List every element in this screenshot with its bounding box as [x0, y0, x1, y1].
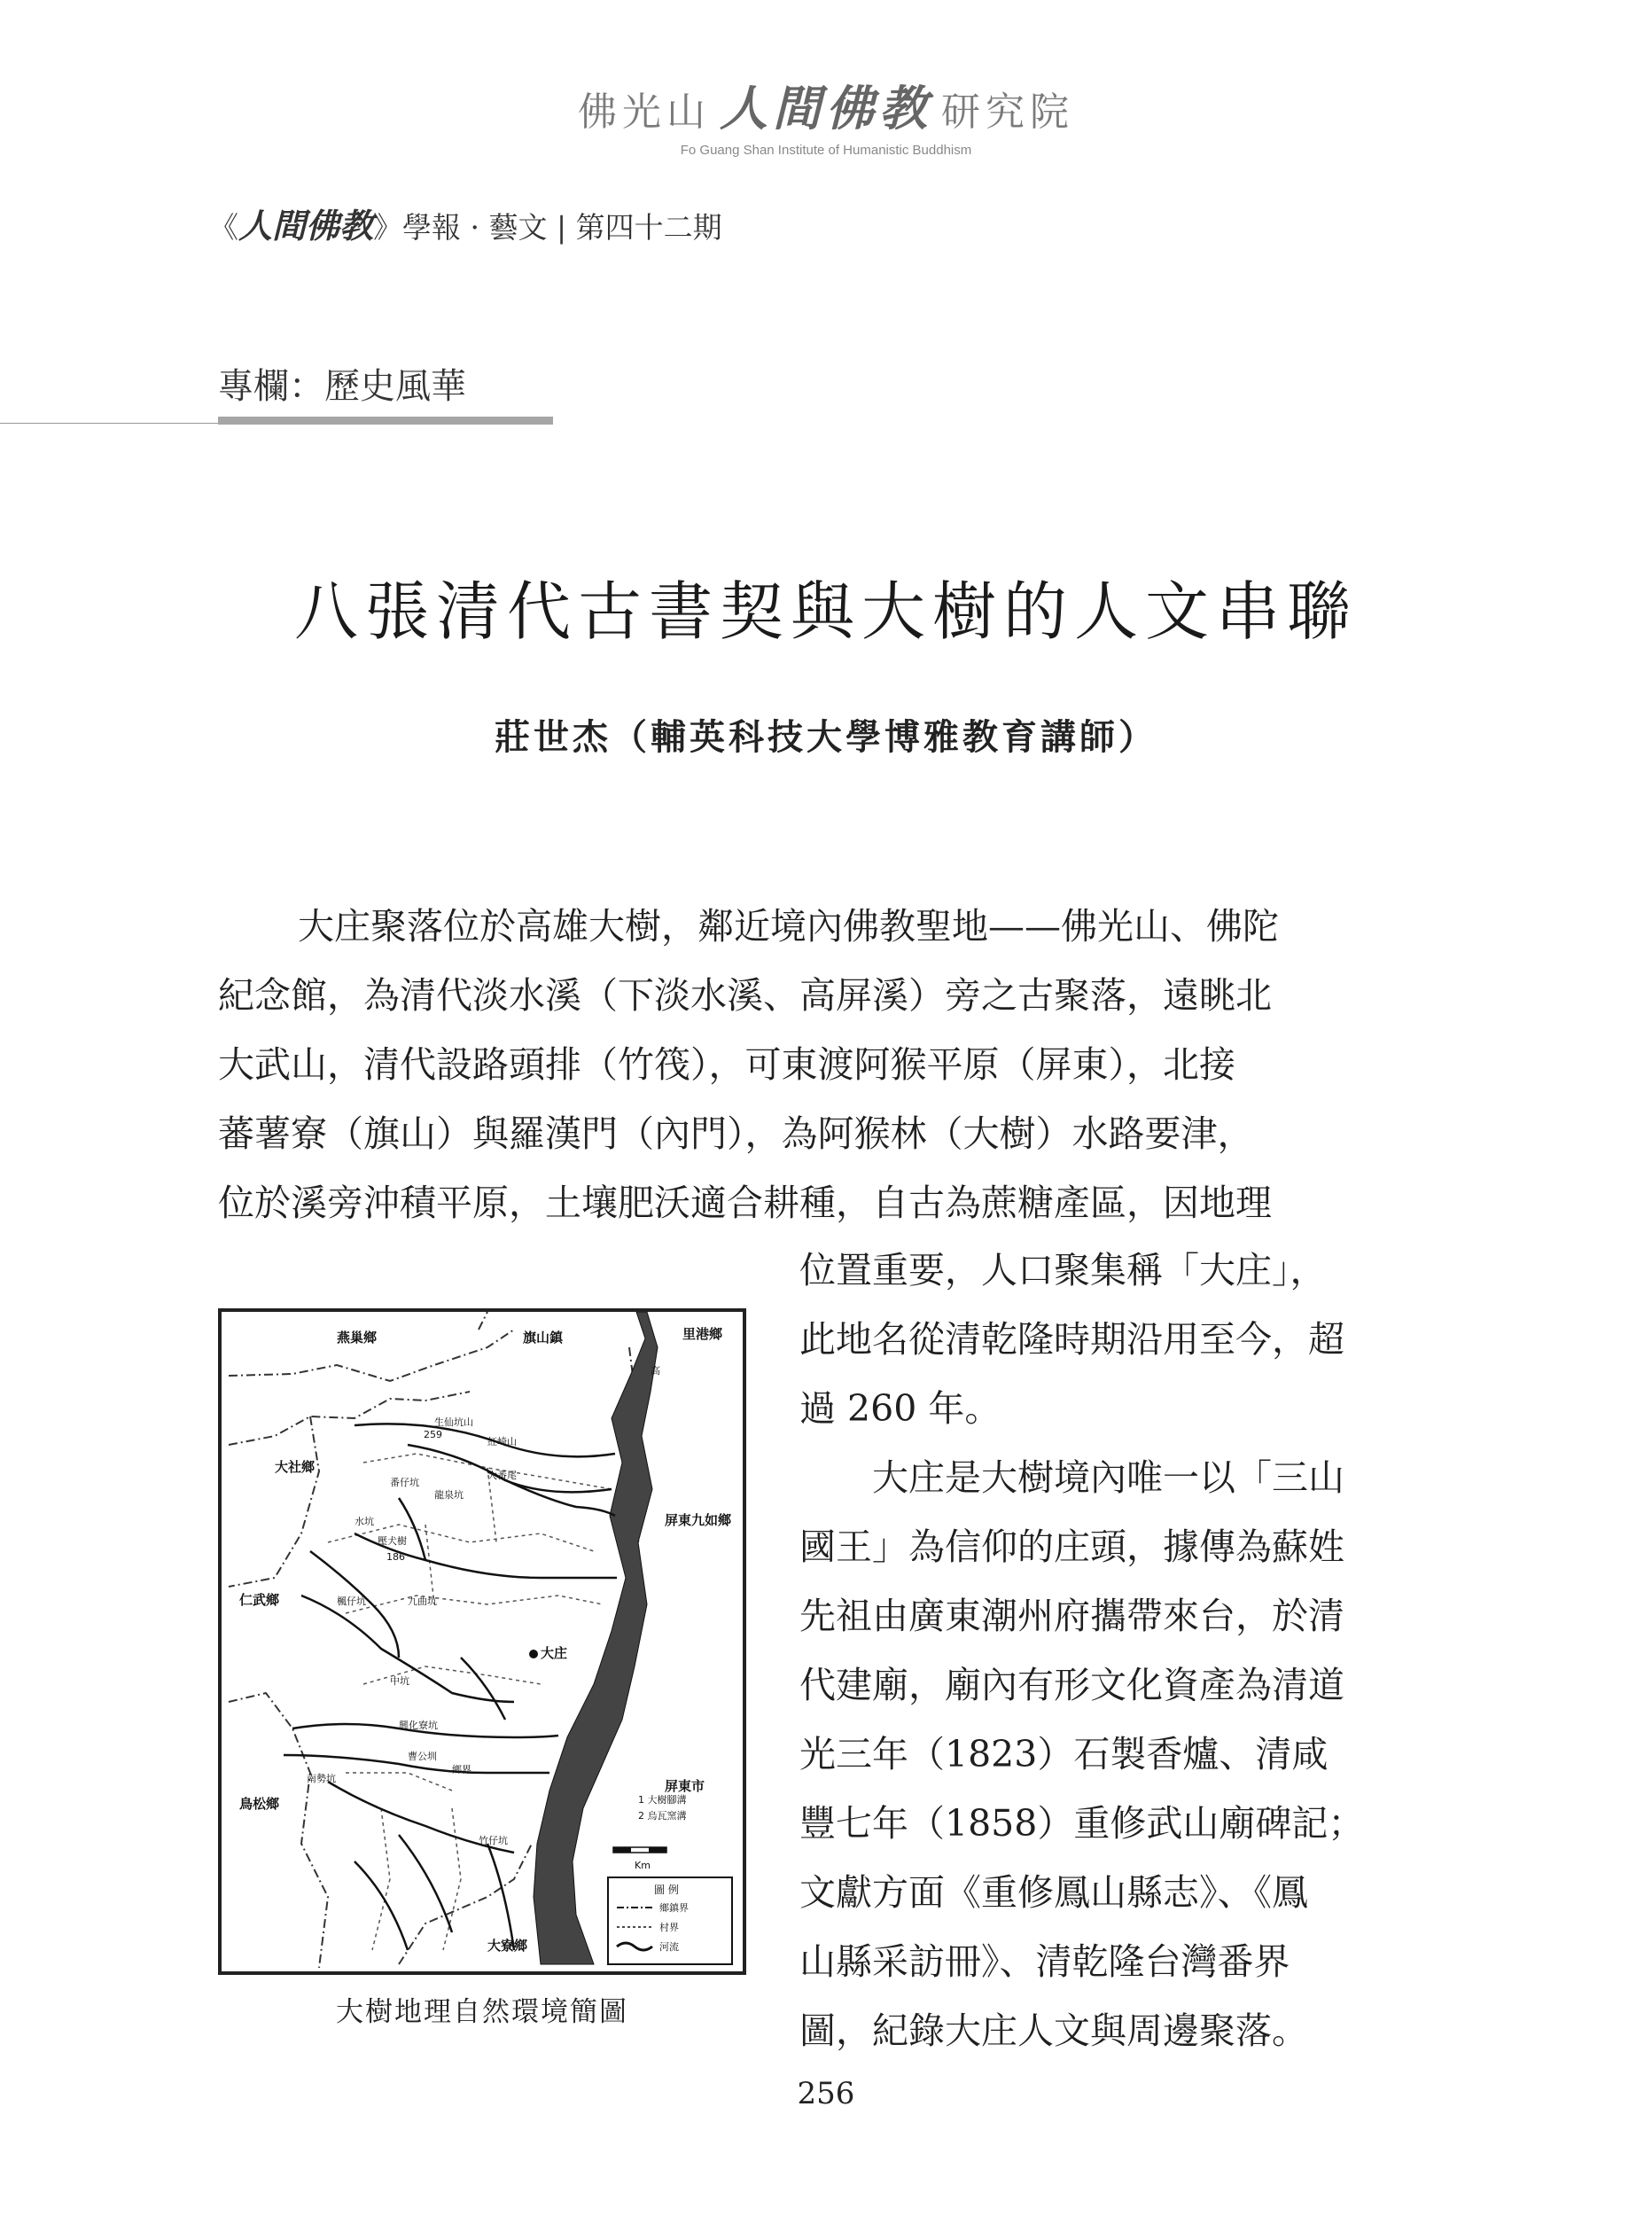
map-label-stream5: 番仔坑 — [390, 1477, 419, 1488]
institute-brand: 人間佛教 — [720, 80, 932, 137]
legend-village: 村界 — [659, 1922, 679, 1933]
map-label-stream4: 龍泉坑 — [434, 1489, 464, 1501]
body-line: 蕃薯寮（旗山）與羅漢門（內門），為阿猴林（大樹）水路要津， — [218, 1112, 1254, 1155]
map-label-renwu: 仁武鄉 — [239, 1592, 280, 1608]
body-line: 大庄是大樹境內唯一以「三山 — [872, 1456, 1344, 1499]
map-label-stream11: 曹公圳 — [408, 1751, 437, 1762]
journal-open-bracket: 《 — [209, 210, 238, 245]
article-title: 八張清代古書契與大樹的人文串聯 — [293, 574, 1358, 649]
map-note-1: 1 大樹腳溝 — [638, 1794, 687, 1806]
body-line: 位於溪旁沖積平原，土壤肥沃適合耕種，自古為蔗糖產區，因地理 — [218, 1182, 1272, 1224]
journal-name: 人間佛教 — [238, 206, 374, 246]
body-line: 圖，紀錄大庄人文與周邊聚落。 — [799, 2009, 1308, 2052]
map-label-stream1: 生仙坑山 — [434, 1416, 473, 1428]
article-author: 莊世杰（輔英科技大學博雅教育講師） — [495, 716, 1157, 758]
map-label-yanchao: 燕巢鄉 — [337, 1330, 378, 1346]
map-label-gao: 高 — [651, 1365, 660, 1377]
institute-prefix: 佛光山 — [578, 90, 711, 135]
body-line: 此地名從清乾隆時期沿用至今，超 — [799, 1318, 1344, 1361]
institute-name — [0, 71, 1652, 139]
map-label-peak186: 186 — [386, 1551, 405, 1563]
legend-river: 河流 — [659, 1941, 679, 1953]
legend-title: 圖 例 — [654, 1884, 679, 1896]
body-line: 文獻方面《重修鳳山縣志》、《鳳 — [799, 1871, 1308, 1914]
map-scale-bar — [613, 1847, 666, 1871]
journal-running-head — [209, 199, 722, 247]
body-line: 大庄聚落位於高雄大樹，鄰近境內佛教聖地——佛光山、佛陀 — [298, 905, 1279, 948]
body-line: 大武山，清代設路頭排（竹筏），可東渡阿猴平原（屏東），北接 — [218, 1043, 1235, 1086]
map-note-2: 2 烏瓦窯溝 — [638, 1810, 687, 1822]
body-line: 山縣采訪冊》、清乾隆台灣番界 — [799, 1940, 1290, 1983]
body-line: 國王」為信仰的庄頭，據傳為蘇姓 — [799, 1525, 1344, 1568]
map-label-peakname: 壓犬樹 — [378, 1535, 407, 1547]
map-label-stream2: 紅崎山 — [487, 1436, 517, 1447]
body-line: 過 260 年。 — [799, 1387, 1001, 1430]
body-line: 位置重要，人口聚集稱「大庄」， — [799, 1249, 1327, 1291]
legend-township: 鄉鎮界 — [659, 1902, 689, 1914]
body-line: 紀念館，為清代淡水溪（下淡水溪、高屏溪）旁之古聚落，遠眺北 — [218, 974, 1272, 1017]
map-label-stream8: 九曲坑 — [408, 1596, 437, 1607]
map-label-stream3: 大番尾 — [487, 1470, 517, 1481]
map-label-stream12: 南勢坑 — [307, 1773, 336, 1784]
institute-header — [0, 71, 1652, 158]
institute-english-name: Fo Guang Shan Institute of Humanistic Buddhism — [680, 143, 972, 158]
page-number: 256 — [797, 2076, 855, 2111]
map-legend — [608, 1877, 732, 1964]
body-line: 先祖由廣東潮州府攜帶來台，於清 — [799, 1595, 1344, 1637]
map-label-stream7: 楓仔坑 — [337, 1596, 366, 1607]
map-image — [222, 1312, 743, 1971]
map-label-stream10: 興化寮坑 — [399, 1720, 438, 1731]
map-label-daliao: 大寮鄉 — [487, 1938, 528, 1954]
map-label-dashe: 大社鄉 — [275, 1459, 316, 1475]
body-line: 豐七年（1858）重修武山廟碑記； — [799, 1802, 1365, 1845]
map-label-niaosong: 鳥松鄉 — [239, 1796, 280, 1812]
body-line: 光三年（1823）石製香爐、清咸 — [799, 1733, 1329, 1775]
body-line: 代建廟，廟內有形文化資產為清道 — [799, 1664, 1344, 1706]
map-label-jiuru: 屏東九如鄉 — [665, 1512, 732, 1528]
column-rule-thick — [218, 417, 553, 425]
map-label-ligang: 里港鄉 — [682, 1326, 723, 1342]
journal-issue: 》學報 · 藝文 | 第四十二期 — [373, 210, 722, 245]
dazhuang-marker — [529, 1650, 538, 1658]
map-label-peak259: 259 — [424, 1429, 442, 1440]
map-label-pingdong: 屏東市 — [665, 1778, 705, 1794]
institute-suffix: 研究院 — [941, 90, 1074, 135]
map-label-stream14: 鄉界 — [452, 1764, 471, 1775]
map-figure — [218, 1308, 746, 1975]
map-label-stream9: 中坑 — [390, 1675, 409, 1687]
map-label-stream13: 竹仔坑 — [479, 1835, 508, 1846]
map-label-dazhuang: 大庄 — [541, 1645, 568, 1661]
map-label-stream6: 水坑 — [355, 1516, 374, 1527]
map-label-qishan: 旗山鎮 — [523, 1330, 564, 1346]
column-label: 專欄：歷史風華 — [218, 366, 466, 407]
township-boundaries — [229, 1312, 647, 1968]
scale-unit: Km — [635, 1860, 651, 1871]
figure-caption: 大樹地理自然環境簡圖 — [336, 1996, 628, 2028]
